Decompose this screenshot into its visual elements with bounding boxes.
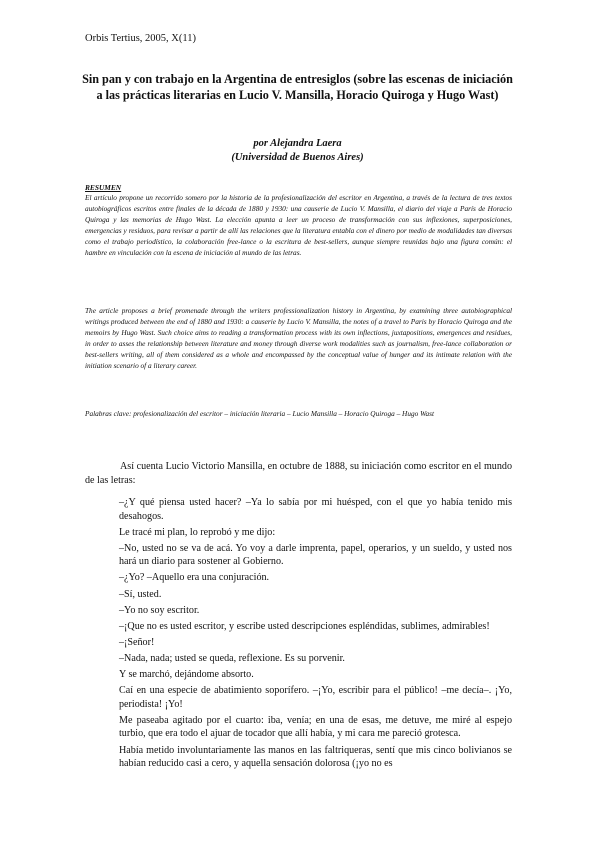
- affiliation: (Universidad de Buenos Aires): [231, 152, 364, 163]
- dialog-line: Le tracé mi plan, lo reprobó y me dijo:: [119, 526, 276, 538]
- dialog-line: –Nada, nada; usted se queda, reflexione. Es su porvenir.: [119, 652, 345, 664]
- body-intro-paragraph: Así cuenta Lucio Victorio Mansilla, en octubre de 1888, su iniciación como escritor en el mundo de las letras:: [85, 461, 512, 486]
- author: por Alejandra Laera: [253, 138, 342, 149]
- dialog-line: Y se marchó, dejándome absorto.: [119, 669, 254, 681]
- dialog-line: –¿Yo? –Aquello era una conjuración.: [119, 572, 270, 584]
- dialog-line: Me paseaba agitado por el cuarto: iba, venía; en una de esas, me detuve, me miré al espejo turbio, que era todo el ajuar de tocador que allí había, y mi cara me pareció grotesca.: [119, 714, 512, 740]
- dialog-line: –Yo no soy escritor.: [119, 604, 200, 616]
- abstract-spanish: El artículo propone un recorrido somero por la historia de la profesionalización del escritor en Argentina, a través de la lectura de tres textos autobiográficos escritos entre finales de la década de 1880 y 1930: una causerie de Lucio V. Mansilla, el diario del viaje a París de Horacio Quiroga y las memorias de Hugo Wast. La elección apunta a leer un proceso de transformación con sus inflexiones, superposiciones, emergencias y residuos, para revisar a partir de allí las relaciones que la literatura entabla con el dinero por medio de modalidades tan diversas como el trabajo periodístico, la colaboración free-lance o la escritura de best-sellers, aunque siempre reunidas bajo una figura común: el hambre en vinculación con la escena de iniciación al mundo de las letras.: [85, 193, 512, 257]
- dialog-line: –¡Señor!: [119, 636, 155, 648]
- dialog-line: Caí en una especie de abatimiento soporífero. –¡Yo, escribir para el público! –me decía–. ¡Yo, periodista! ¡Yo!: [119, 685, 512, 710]
- journal-citation: Orbis Tertius, 2005, X(11): [85, 33, 196, 44]
- dialog-line: –Sí, usted.: [119, 588, 162, 600]
- quoted-dialogue: [119, 496, 512, 773]
- keywords: Palabras clave: profesionalización del escritor – iniciación literaria – Lucio Mansilla – Horacio Quiroga – Hugo Wast: [85, 409, 435, 418]
- dialog-line: Había metido involuntariamente las manos en las faltriqueras, sentí que mis cinco bolivianos se habían reducido casi a cero, y aquella sensación dolorosa (¡yo no es: [119, 744, 512, 770]
- dialog-line: –¿Y qué piensa usted hacer? –Ya lo sabía por mi huésped, con el que yo había tenido mis desahogos.: [119, 497, 512, 522]
- abstract-english: The article proposes a brief promenade through the writers professionalization history in Argentina, by examining three autobiographical writings produced between the end of 1880 and 1930: a causerie by Lucio V. Mansilla, the notes of a travel to Paris by Horacio Quiroga and the memoirs by Hugo Wast. Such choice aims to reading a transformation process with its own inflections, juxtapositions, emergences and residues, in order to asses the relationship between literature and money through diverse work modalities such as journalism, free-lance collaboration or best-sellers writing, all of them considered as a whole and encompassed by the conceptual value of hunger and its intimate relation with the initiation scenario of a literary career.: [85, 306, 512, 370]
- byline: [80, 137, 515, 165]
- article-title: Sin pan y con trabajo en la Argentina de entresiglos (sobre las escenas de iniciación a las prácticas literarias en Lucio V. Mansilla, Horacio Quiroga y Hugo Wast): [82, 72, 513, 102]
- abstract-heading: RESUMEN: [85, 183, 122, 192]
- dialog-line: –No, usted no se va de acá. Yo voy a darle imprenta, papel, operarios, y un sueldo, y usted nos hará un diario para sostener al Gobierno.: [119, 542, 512, 568]
- dialog-line: –¡Que no es usted escritor, y escribe usted descripciones espléndidas, sublimes, admirables!: [119, 620, 490, 632]
